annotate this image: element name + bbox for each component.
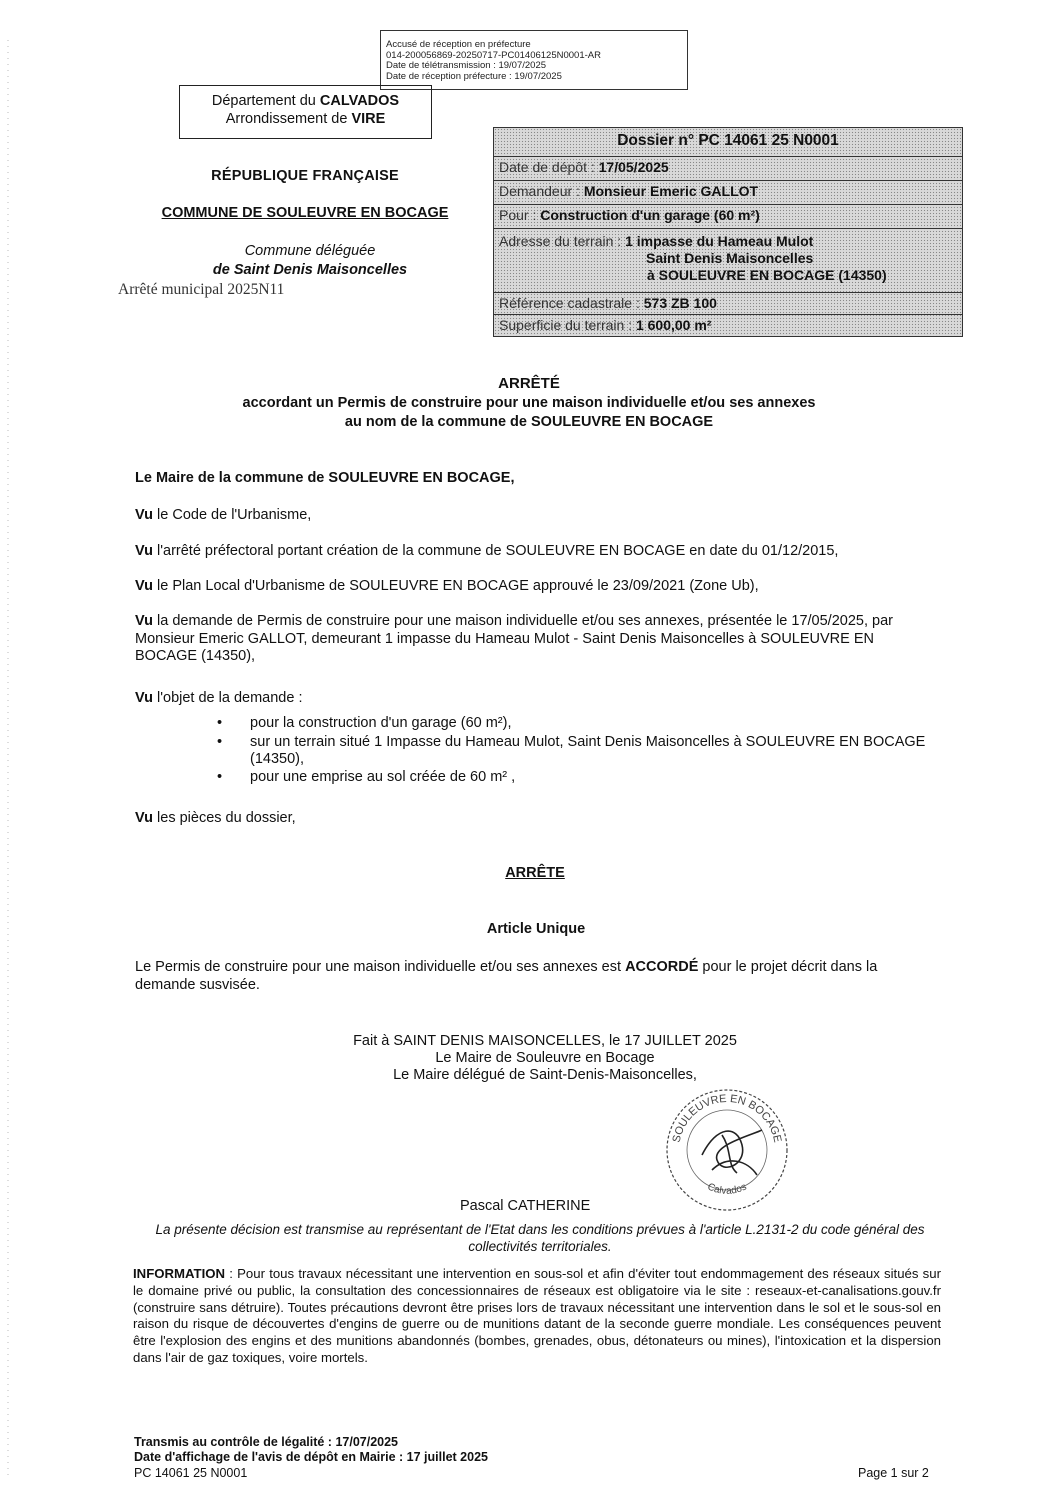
arrondissement-line [180, 110, 431, 128]
arrondissement-prefix: Arrondissement de [225, 111, 352, 127]
dossier-row-adresse [494, 228, 962, 295]
vu-keyword: Vu [135, 613, 153, 629]
bullet-icon: • [217, 734, 223, 750]
fait-a-line: Fait à SAINT DENIS MAISONCELLES, le 17 JUILLET 2025 [353, 1033, 737, 1049]
mayor-seal-stamp [662, 1085, 792, 1215]
republic-heading: RÉPUBLIQUE FRANÇAISE [211, 168, 399, 184]
signer-role-1: Le Maire de Souleuvre en Bocage [435, 1050, 655, 1066]
arrete-subtitle-1: accordant un Permis de construire pour une maison individuelle et/ou ses annexes [242, 395, 816, 411]
maire-paragraph [135, 470, 940, 488]
receipt-line: Date de réception préfecture : 19/07/2025 [386, 70, 562, 82]
superficie-label: Superficie du terrain : [499, 317, 636, 333]
seal-text-bottom: Calvados [705, 1181, 749, 1197]
handwritten-signature [702, 1130, 762, 1175]
depot-label: Date de dépôt : [499, 159, 599, 175]
footer-reference: PC 14061 25 N0001 [134, 1466, 248, 1480]
receipt-line: 014-200056869-20250717-PC01406125N0001-AR [386, 49, 601, 61]
page-number: Page 1 sur 2 [858, 1466, 929, 1480]
list-item [217, 734, 940, 768]
arrete-municipal-number: Arrêté municipal 2025N11 [118, 281, 285, 298]
decision-text: Le Permis de construire pour une maison individuelle et/ou ses annexes est [135, 959, 626, 975]
cadastre-value: 573 ZB 100 [643, 295, 717, 311]
superficie-value: 1 600,00 m² [635, 317, 712, 333]
signer-role-2: Le Maire délégué de Saint-Denis-Maisoncelles, [393, 1067, 697, 1083]
bullet-text: pour une emprise au sol créée de 60 m² , [250, 769, 516, 785]
bullet-text: pour la construction d'un garage (60 m²), [250, 715, 512, 731]
transmission-notice: La présente décision est transmise au représentant de l'Etat dans les conditions prévues à l'article L.2131-2 du code général des collectivités territoriales. [155, 1222, 925, 1254]
affichage-text: Date d'affichage de l'avis de dépôt en Mairie : 17 juillet 2025 [134, 1450, 488, 1464]
pour-value: Construction d'un garage (60 m²) [540, 207, 760, 223]
vu-keyword: Vu [135, 507, 153, 523]
vu-text: la demande de Permis de construire pour une maison individuelle et/ou ses annexes, présentée le 17/05/2025, par Monsieur Emeric GALLOT, demeurant 1 impasse du Hameau Mulot - Saint Denis Maisoncelles à SOULEUVRE EN BOCAGE (14350), [135, 613, 893, 664]
commune-heading: COMMUNE DE SOULEUVRE EN BOCAGE [161, 205, 449, 221]
footer-legalite [134, 1435, 398, 1450]
receipt-line: Accusé de réception en préfecture [386, 39, 531, 50]
department-value: CALVADOS [319, 93, 400, 109]
decision-paragraph [135, 959, 940, 994]
maire-text: Le Maire de la commune de SOULEUVRE EN BOCAGE, [135, 470, 515, 486]
scan-margin-marks [7, 40, 9, 1480]
legalite-text: Transmis au contrôle de légalité : 17/07/2025 [134, 1435, 399, 1449]
list-item [217, 715, 940, 732]
vu-text: le Code de l'Urbanisme, [153, 507, 312, 523]
information-label: INFORMATION [133, 1266, 226, 1281]
prefecture-receipt-stamp [380, 30, 688, 90]
demandeur-value: Monsieur Emeric GALLOT [583, 183, 759, 199]
vu-keyword: Vu [135, 690, 153, 706]
arrondissement-value: VIRE [351, 111, 386, 127]
depot-value: 17/05/2025 [598, 159, 669, 175]
bullet-icon: • [217, 715, 223, 731]
vu-keyword: Vu [135, 543, 153, 559]
vu-paragraph-1 [135, 507, 940, 525]
arrete-title: ARRÊTÉ [498, 375, 560, 392]
information-text: : Pour tous travaux nécessitant une intervention en sous-sol et afin d'éviter tout endommagement des réseaux situés sur le domaine privé ou public, la consultation des concessionnaires de réseaux est obligatoire via le site : reseaux-et-canalisations.gouv.fr (construire sans détruire). Toutes précautions devront être prises lors de travaux nécessitant une intervention dans le sol et le sous-sol en raison du risque de découvertes d'engins de guerre ou de munitions datant de la seconde guerre mondiale. Les conséquences peuvent être l'explosion des engins et des munitions abandonnés (bombes, grenades, obus, détonateurs ou mines), l'intoxication et la dispersion dans l'air de gaz toxiques, voire mortels. [133, 1266, 941, 1365]
commune-deleguee-line2: de Saint Denis Maisoncelles [212, 262, 408, 278]
arrete-subtitle-2: au nom de la commune de SOULEUVRE EN BOCAGE [344, 414, 714, 430]
pour-label: Pour : [499, 207, 541, 223]
demandeur-label: Demandeur : [499, 183, 584, 199]
vu-paragraph-4 [135, 613, 940, 666]
vu-paragraph-5 [135, 690, 940, 708]
decision-text-end: pour le projet décrit dans la demande susvisée. [135, 959, 878, 993]
receipt-line: Date de télétransmission : 19/07/2025 [386, 60, 547, 71]
dossier-row-superficie [494, 314, 962, 339]
bullet-icon: • [217, 769, 223, 785]
dossier-title: Dossier n° PC 14061 25 N0001 [617, 132, 839, 149]
seal-text-top: SOULEUVRE EN BOCAGE [670, 1092, 784, 1144]
vu-paragraph-2 [135, 543, 940, 561]
dossier-row-demandeur [494, 180, 962, 205]
dossier-row-pour [494, 204, 962, 229]
vu-text: l'arrêté préfectoral portant création de la commune de SOULEUVRE EN BOCAGE en date du 01/12/2015, [153, 543, 839, 559]
objet-bullet-list [217, 715, 940, 786]
vu-paragraph-3 [135, 578, 940, 596]
commune-deleguee-line1: Commune déléguée [244, 243, 376, 259]
dossier-row-depot [494, 156, 962, 181]
adresse-line1: 1 impasse du Hameau Mulot [625, 233, 814, 249]
information-paragraph [133, 1266, 941, 1367]
vu-text: le Plan Local d'Urbanisme de SOULEUVRE EN BOCAGE approuvé le 23/09/2021 (Zone Ub), [153, 578, 759, 594]
decision-accorde: ACCORDÉ [625, 959, 699, 975]
department-box [179, 85, 432, 139]
vu-keyword: Vu [135, 810, 153, 826]
department-line [180, 92, 431, 110]
department-prefix: Département du [211, 93, 320, 109]
vu-paragraph-6 [135, 810, 940, 828]
vu-text: les pièces du dossier, [153, 810, 296, 826]
vu-keyword: Vu [135, 578, 153, 594]
article-heading: Article Unique [486, 921, 586, 937]
signer-name: Pascal CATHERINE [460, 1198, 591, 1214]
adresse-label: Adresse du terrain : [499, 233, 626, 249]
dossier-box [493, 127, 963, 337]
list-item [217, 769, 940, 786]
bullet-text: sur un terrain situé 1 Impasse du Hameau Mulot, Saint Denis Maisoncelles à SOULEUVRE EN BOCAGE (14350), [250, 734, 926, 767]
adresse-line3: à SOULEUVRE EN BOCAGE (14350) [647, 267, 887, 283]
adresse-line2: Saint Denis Maisoncelles [646, 250, 814, 266]
arrete-heading: ARRÊTE [505, 865, 565, 881]
cadastre-label: Référence cadastrale : [499, 295, 644, 311]
vu-text: l'objet de la demande : [153, 690, 303, 706]
footer-affichage [134, 1450, 488, 1465]
